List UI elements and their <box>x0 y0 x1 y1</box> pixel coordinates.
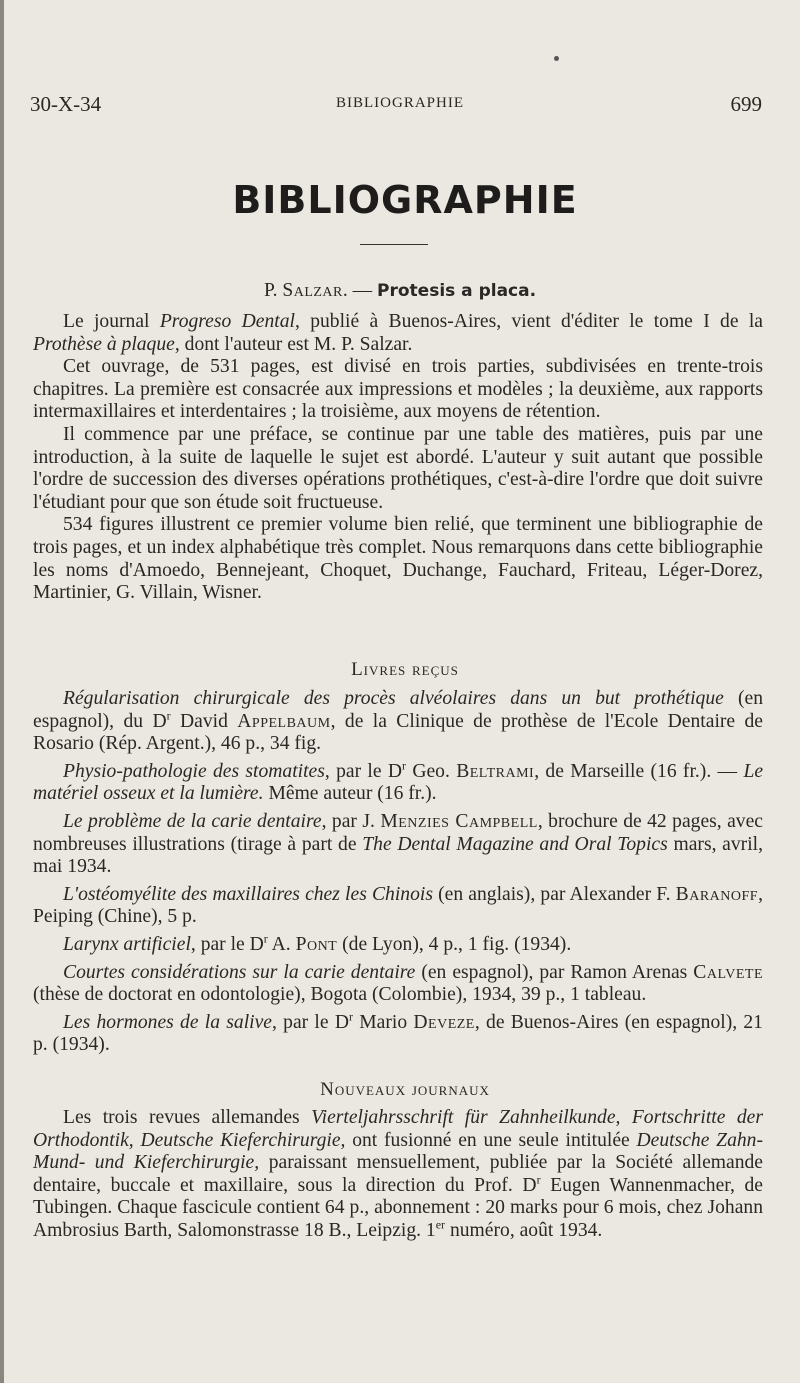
list-item <box>33 1009 763 1057</box>
text-run: (en anglais), par Alexander F. <box>432 883 676 905</box>
review-paragraph: 534 figures illustrent ce premier volume bien relié, que terminent une bibliographie de trois pages, et un index alphabétique très complet. Nous remarquons dans cette bibliographie les noms d'Amoedo, Bennejeant, Choquet, Duchange, Fauchard, Friteau, Léger-Dorez, Martinier, G. Villain, Wisner. <box>33 514 763 604</box>
book-title: Prothèse à plaque <box>33 333 175 355</box>
entry-title: Régularisation chirurgicale des procès alvéolaires dans un but prothétique <box>63 688 724 709</box>
issue-date: 30-X-34 <box>30 92 102 116</box>
entry-title: Les hormones de la salive <box>63 1011 272 1033</box>
entry-title: Courtes considérations sur la carie dentaire <box>63 961 416 983</box>
review-paragraph: Il commence par une préface, se continue par une table des matières, puis par une introduction, à la suite de laquelle le sujet est abordé. L'auteur y suit autant que possible l'ordre de succession des diverses opérations prothétiques, c'est-à-dire l'ordre que doit suivre l'étudiant pour que son étude soit fructueuse. <box>33 423 763 513</box>
text-run: , Peiping (Chine), 5 p. <box>33 883 763 928</box>
review-heading <box>0 280 800 302</box>
superscript: r <box>348 1009 353 1024</box>
entry-author: Beltrami <box>456 760 535 782</box>
text-run: , de Marseille (16 fr.). — <box>534 760 744 782</box>
journaux-heading: Nouveaux journaux <box>320 1079 490 1100</box>
text-run: , brochure de 42 pages, avec nombreuses illustrations (tirage à part de <box>33 810 763 855</box>
review-paragraph: Cet ouvrage, de 531 pages, est divisé en trois parties, subdivisées en trente-trois chapitres. La première est consacrée aux impressions et modèles ; la deuxième, aux rapports intermaxillaires et interdentaires ; la troisième, aux moyens de rétention. <box>33 356 763 423</box>
text-run: Le journal <box>63 311 160 332</box>
page-number: 699 <box>730 92 762 116</box>
text-run: , par le D <box>190 933 264 955</box>
list-item <box>33 811 763 879</box>
journal-title: The Dental Magazine and Oral Topics <box>362 833 668 855</box>
text-run: , publié à Buenos-Aires, vient d'éditer le tome I de la <box>294 311 764 332</box>
text-run: A. <box>267 933 296 955</box>
entry-title: Le matériel osseux et la lumière. <box>33 760 764 805</box>
text-run: (thèse de doctorat en odontologie), Bogota (Colombie), 1934, 39 p., 1 tableau. <box>33 984 647 1006</box>
text-run: Geo. <box>406 760 457 782</box>
page-title: BIBLIOGRAPHIE <box>232 178 578 222</box>
entry-title: Physio-pathologie des stomatites <box>63 760 325 782</box>
entry-author: Appelbaum <box>237 710 331 732</box>
text-run: paraissant mensuellement, publiée par la Société allemande dentaire, buccale et maxillaire, sous la direction du Prof. D <box>33 1152 763 1196</box>
journal-title: Progreso Dental <box>159 311 295 332</box>
journal-title: Deutsche Zahn- Mund- und Kieferchirurgie, <box>33 1129 763 1174</box>
text-run: (en espagnol), par Ramon Arenas <box>415 961 694 983</box>
text-run: , par le D <box>271 1011 349 1033</box>
review-book-title: Protesis a placa. <box>377 281 537 301</box>
text-run: numéro, août 1934. <box>445 1219 603 1241</box>
text-run: , de la Clinique de prothèse de l'Ecole Dentaire de Rosario (Rép. Argent.), 46 p., 34 fig. <box>33 710 763 755</box>
text-run: Les trois revues allemandes <box>63 1107 312 1128</box>
list-item <box>33 688 763 756</box>
text-run: (en espagnol), du D <box>33 688 763 732</box>
text-run: Eugen Wannenmacher, de Tubingen. Chaque fascicule contient 64 p., abonnement : 20 marks pour 6 mois, chez Johann Ambrosius Barth, Salomonstrasse 18 B., Leipzig. 1 <box>33 1174 763 1241</box>
journal-titles: Vierteljahrsschrift für Zahnheilkunde, Fortschritte der Orthodontik, Deutsche Kieferchirurgie, <box>33 1107 763 1151</box>
journaux-paragraph <box>33 1107 763 1243</box>
text-run: , de Buenos-Aires (en espagnol), 21 p. (1934). <box>33 1011 763 1056</box>
review-author-name: Salzar <box>282 280 343 301</box>
text-run: ont fusionné en une seule intitulée <box>345 1129 637 1151</box>
text-run: Même auteur (16 fr.). <box>263 783 437 805</box>
review-author-initial: P. <box>263 280 278 301</box>
print-speck <box>554 56 559 61</box>
livres-heading: Livres reçus <box>351 659 459 680</box>
entry-title: Le problème de la carie dentaire <box>63 810 322 832</box>
superscript: r <box>263 931 268 946</box>
entry-author: Menzies Campbell <box>380 810 538 832</box>
entry-author: Calvete <box>693 961 763 983</box>
running-head <box>0 92 800 120</box>
running-section: BIBLIOGRAPHIE <box>336 95 464 111</box>
list-item <box>33 962 763 1007</box>
text-run: (de Lyon), 4 p., 1 fig. (1934). <box>337 933 572 955</box>
entry-author: Deveze <box>413 1011 475 1033</box>
list-item <box>33 884 763 929</box>
text-run: mars, avril, mai 1934. <box>33 833 763 878</box>
title-rule <box>360 244 428 245</box>
text-run: , par le D <box>324 760 403 782</box>
review-dash: . — <box>342 280 378 301</box>
superscript: r <box>166 708 171 723</box>
list-item <box>33 758 764 806</box>
journaux-body <box>33 1107 763 1243</box>
superscript: er <box>435 1217 446 1232</box>
text-run: , dont l'auteur est M. P. Salzar. <box>174 333 413 355</box>
entry-author: Pont <box>295 933 338 955</box>
entry-title: L'ostéomyélite des maxillaires chez les Chinois <box>63 883 433 905</box>
text-run: Mario <box>352 1011 414 1033</box>
review-body <box>33 311 763 605</box>
entry-author: Baranoff <box>675 883 759 905</box>
text-run: , par J. <box>321 810 381 832</box>
list-item <box>33 931 763 957</box>
text-run: David <box>170 710 238 732</box>
entry-title: Larynx artificiel <box>63 933 191 955</box>
livres-list <box>33 688 763 1057</box>
superscript: r <box>536 1172 541 1187</box>
superscript: r <box>402 758 407 773</box>
review-paragraph <box>33 311 763 356</box>
